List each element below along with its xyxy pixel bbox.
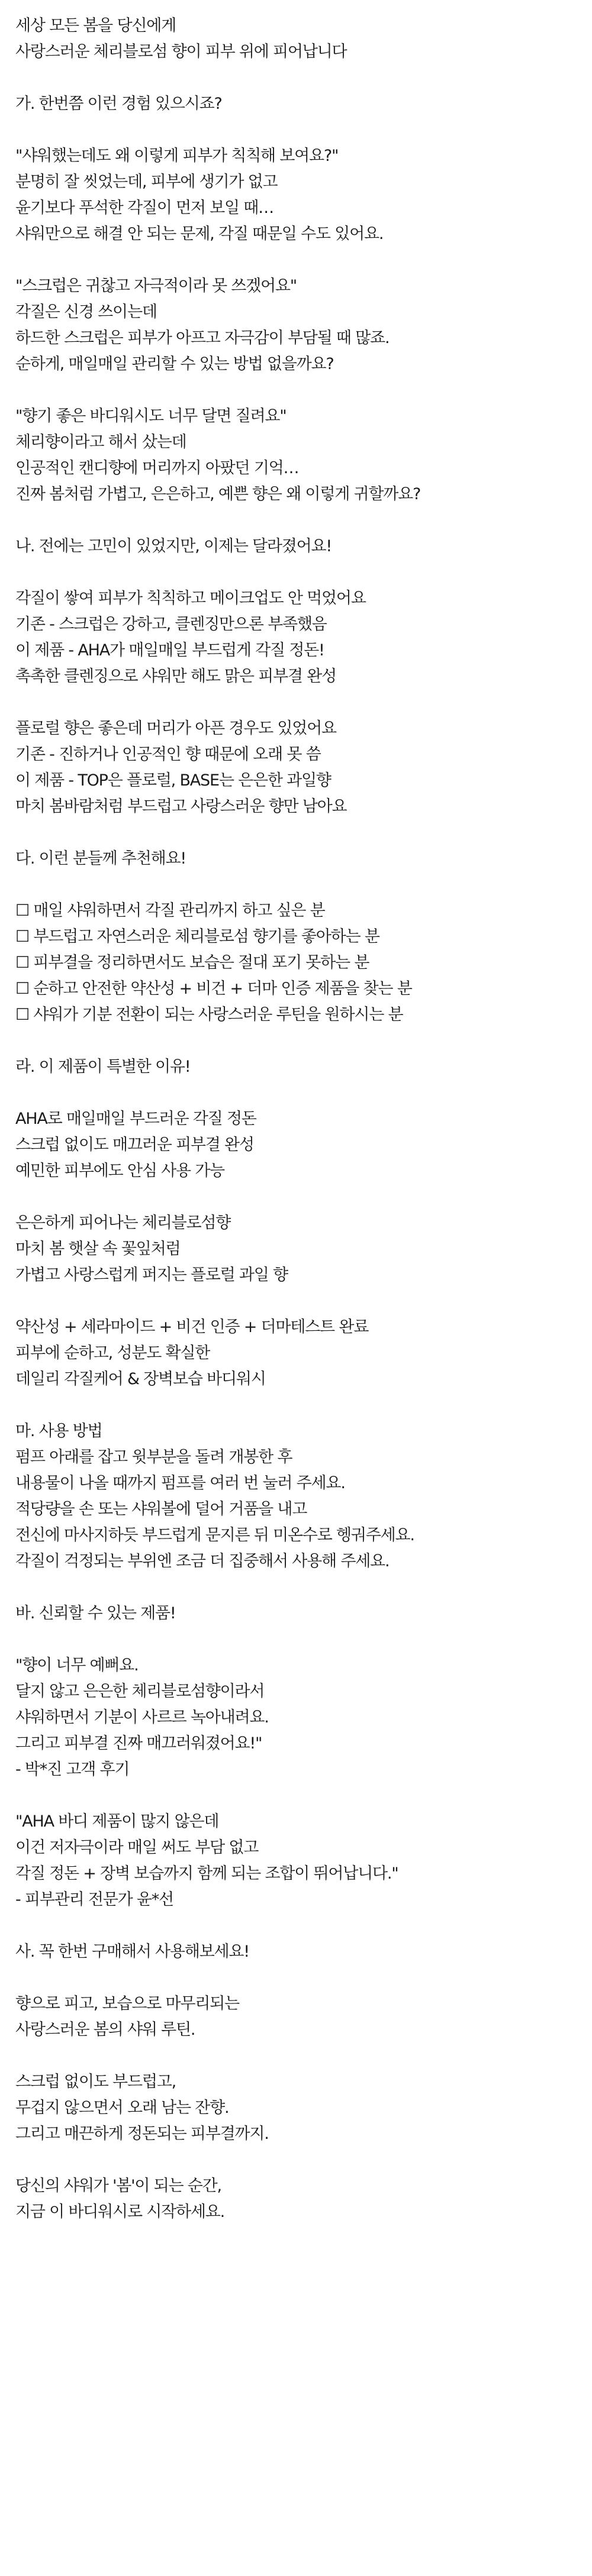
text-line: - 피부관리 전문가 윤*선 [15, 1890, 173, 1909]
text-line: 펌프 아래를 잡고 윗부분을 돌려 개봉한 후 [15, 1448, 292, 1466]
text-block [15, 716, 578, 820]
text-block [15, 1418, 578, 1575]
text-line: 분명히 잘 씻었는데, 피부에 생기가 없고 [15, 173, 278, 191]
text-line: 가. 한번쯤 이런 경험 있으시죠? [15, 95, 222, 113]
text-line: 다. 이런 분들께 추천해요! [15, 849, 186, 868]
paragraph-gap [15, 377, 578, 403]
text-line: 샤워하면서 기분이 사르르 녹아내려요. [15, 1708, 269, 1727]
text-block [15, 586, 578, 690]
text-line: 그리고 피부결 진짜 매끄러워졌어요!" [15, 1734, 262, 1753]
text-line: 기존 - 진하거나 인공적인 향 때문에 오래 못 씀 [15, 745, 321, 764]
text-block [15, 1054, 578, 1080]
text-line: "샤워했는데도 왜 이렇게 피부가 칙칙해 보여요?" [15, 147, 339, 165]
text-line: 스크럽 없이도 매끄러운 피부결 완성 [15, 1136, 254, 1154]
text-line: 마. 사용 방법 [15, 1422, 102, 1440]
text-line: 기존 - 스크럽은 강하고, 클렌징만으론 부족했음 [15, 615, 327, 634]
text-line: 촉촉한 클렌징으로 샤워만 해도 맑은 피부결 완성 [15, 667, 336, 686]
paragraph-gap [15, 1575, 578, 1601]
paragraph-gap [15, 1783, 578, 1809]
paragraph-gap [15, 1965, 578, 1991]
text-line: 피부에 순하고, 성분도 확실한 [15, 1344, 210, 1362]
text-block [15, 1939, 578, 1965]
paragraph-gap [15, 247, 578, 273]
text-line: 마치 봄바람처럼 부드럽고 사랑스러운 향만 남아요 [15, 797, 347, 816]
text-line: ☐ 순하고 안전한 약산성 + 비건 + 더마 인증 제품을 찾는 분 [15, 980, 412, 998]
paragraph-gap [15, 65, 578, 91]
text-block [15, 846, 578, 872]
text-line: ☐ 부드럽고 자연스러운 체리블로섬 향기를 좋아하는 분 [15, 927, 379, 946]
text-line: 샤워만으로 해결 안 되는 문제, 각질 때문일 수도 있어요. [15, 225, 384, 243]
text-line: 마치 봄 햇살 속 꽃잎처럼 [15, 1240, 181, 1258]
text-block [15, 1314, 578, 1392]
text-line: 인공적인 캔디향에 머리까지 아팠던 기억… [15, 459, 299, 477]
text-line: 세상 모든 봄을 당신에게 [15, 17, 176, 35]
text-line: 라. 이 제품이 특별한 이유! [15, 1058, 191, 1076]
text-line: ☐ 샤워가 기분 전환이 되는 사랑스러운 루틴을 원하시는 분 [15, 1006, 403, 1024]
text-line: 은은하게 피어나는 체리블로섬향 [15, 1214, 231, 1232]
paragraph-gap [15, 1184, 578, 1210]
text-block [15, 143, 578, 247]
paragraph-gap [15, 1627, 578, 1653]
text-line: 약산성 + 세라마이드 + 비건 인증 + 더마테스트 완료 [15, 1318, 369, 1336]
paragraph-gap [15, 2147, 578, 2173]
text-line: 이 제품 - TOP은 플로럴, BASE는 은은한 과일향 [15, 771, 331, 790]
paragraph-gap [15, 872, 578, 898]
text-line: 윤기보다 푸석한 각질이 먼저 보일 때… [15, 199, 274, 217]
text-line: 각질이 걱정되는 부위엔 조금 더 집중해서 사용해 주세요. [15, 1552, 390, 1570]
text-line: 향으로 피고, 보습으로 마무리되는 [15, 1995, 239, 2013]
paragraph-gap [15, 1392, 578, 1418]
text-block [15, 2173, 578, 2225]
text-line: 진짜 봄처럼 가볍고, 은은하고, 예쁜 향은 왜 이렇게 귀할까요? [15, 485, 421, 503]
paragraph-gap [15, 2043, 578, 2069]
text-line: 체리향이라고 해서 샀는데 [15, 433, 186, 451]
text-line: 내용물이 나올 때까지 펌프를 여러 번 눌러 주세요. [15, 1474, 345, 1492]
text-block [15, 1601, 578, 1627]
paragraph-gap [15, 820, 578, 846]
text-line: ☐ 매일 샤워하면서 각질 관리까지 하고 싶은 분 [15, 901, 325, 920]
text-block [15, 273, 578, 377]
text-line: 사랑스러운 봄의 샤워 루틴. [15, 2021, 195, 2039]
text-line: 그리고 매끈하게 정돈되는 피부결까지. [15, 2125, 269, 2143]
text-line: 전신에 마사지하듯 부드럽게 문지른 뒤 미온수로 헹궈주세요. [15, 1526, 414, 1544]
text-block [15, 91, 578, 117]
text-line: 순하게, 매일매일 관리할 수 있는 방법 없을까요? [15, 355, 334, 373]
text-line: 데일리 각질케어 & 장벽보습 바디워시 [15, 1370, 266, 1388]
text-block [15, 898, 578, 1028]
text-line: 바. 신뢰할 수 있는 제품! [15, 1604, 176, 1622]
text-block [15, 534, 578, 560]
paragraph-gap [15, 560, 578, 586]
text-line: 이건 저자극이라 매일 써도 부담 없고 [15, 1838, 259, 1857]
text-line: 각질 정돈 + 장벽 보습까지 함께 되는 조합이 뛰어납니다." [15, 1864, 398, 1883]
text-block [15, 1653, 578, 1783]
paragraph-gap [15, 117, 578, 143]
text-line: 달지 않고 은은한 체리블로섬향이라서 [15, 1682, 265, 1701]
text-line: 무겁지 않으면서 오래 남는 잔향. [15, 2099, 229, 2117]
text-line: "향기 좋은 바디워시도 너무 달면 질려요" [15, 407, 287, 425]
text-line: 적당량을 손 또는 샤워볼에 덜어 거품을 내고 [15, 1500, 307, 1518]
text-block [15, 1991, 578, 2043]
text-line: 당신의 샤워가 '봄'이 되는 순간, [15, 2177, 221, 2195]
paragraph-gap [15, 690, 578, 716]
text-line: 스크럽 없이도 부드럽고, [15, 2073, 176, 2091]
paragraph-gap [15, 508, 578, 534]
text-line: 가볍고 사랑스럽게 퍼지는 플로럴 과일 향 [15, 1266, 288, 1284]
text-block [15, 1210, 578, 1288]
text-line: 나. 전에는 고민이 있었지만, 이제는 달라졌어요! [15, 537, 332, 555]
paragraph-gap [15, 1288, 578, 1314]
text-line: 플로럴 향은 좋은데 머리가 아픈 경우도 있었어요 [15, 719, 336, 738]
text-block [15, 1809, 578, 1913]
text-block [15, 1106, 578, 1184]
text-line: 각질이 쌓여 피부가 칙칙하고 메이크업도 안 먹었어요 [15, 589, 366, 607]
text-line: 각질은 신경 쓰이는데 [15, 303, 157, 321]
document-body [15, 13, 578, 2225]
text-line: ☐ 피부결을 정리하면서도 보습은 절대 포기 못하는 분 [15, 954, 369, 972]
text-line: "스크럽은 귀찮고 자극적이라 못 쓰겠어요" [15, 277, 297, 295]
text-line: 사. 꼭 한번 구매해서 사용해보세요! [15, 1942, 249, 1961]
text-block [15, 2069, 578, 2147]
text-block [15, 403, 578, 508]
text-block [15, 13, 578, 65]
text-line: AHA로 매일매일 부드러운 각질 정돈 [15, 1110, 256, 1128]
paragraph-gap [15, 1913, 578, 1939]
text-line: 하드한 스크럽은 피부가 아프고 자극감이 부담될 때 많죠. [15, 329, 390, 347]
text-line: 이 제품 - AHA가 매일매일 부드럽게 각질 정돈! [15, 641, 324, 660]
text-line: - 박*진 고객 후기 [15, 1760, 130, 1779]
text-line: 지금 이 바디워시로 시작하세요. [15, 2203, 224, 2221]
text-line: "향이 너무 예뻐요. [15, 1656, 139, 1675]
paragraph-gap [15, 1028, 578, 1054]
text-line: 사랑스러운 체리블로섬 향이 피부 위에 피어납니다 [15, 43, 347, 61]
text-line: 예민한 피부에도 안심 사용 가능 [15, 1162, 224, 1180]
paragraph-gap [15, 1080, 578, 1106]
text-line: "AHA 바디 제품이 많지 않은데 [15, 1812, 219, 1831]
